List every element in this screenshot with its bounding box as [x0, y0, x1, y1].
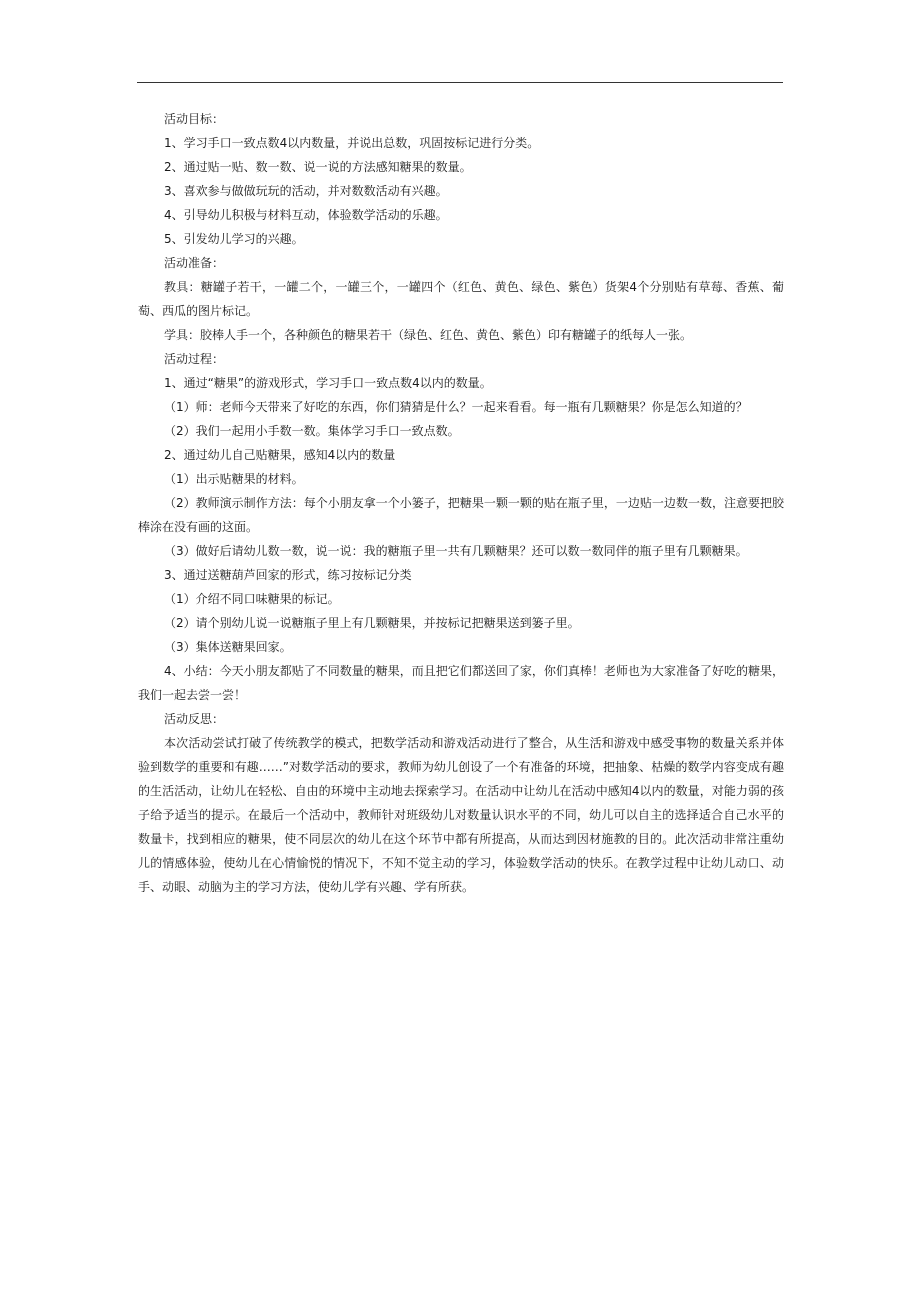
prep-teacher: 教具：糖罐子若干，一罐二个，一罐三个，一罐四个（红色、黄色、绿色、紫色）货架4个分别贴有草莓、香蕉、葡萄、西瓜的图片标记。: [138, 280, 784, 318]
step-item: （1）师：老师今天带来了好吃的东西，你们猜猜是什么？一起来看看。每一瓶有几颗糖果？你是怎么知道的？: [164, 400, 748, 414]
step2-title: 2、通过幼儿自己贴糖果，感知4以内的数量: [164, 448, 396, 462]
document-body: [138, 107, 784, 899]
step-item: （1）介绍不同口味糖果的标记。: [164, 592, 340, 606]
reflection-paragraph: 本次活动尝试打破了传统教学的模式，把数学活动和游戏活动进行了整合，从生活和游戏中感受事物的数量关系并体验到数学的重要和有趣……”对数学活动的要求，教师为幼儿创设了一个有准备的环境，把抽象、枯燥的数学内容变成有趣的生活活动，让幼儿在轻松、自由的环境中主动地去探索学习。在活动中让幼儿在活动中感知4以内的数量，对能力弱的孩子给予适当的提示。在最后一个活动中，教师针对班级幼儿对数量认识水平的不同，幼儿可以自主的选择适合自己水平的数量卡，找到相应的糖果，使不同层次的幼儿在这个环节中都有所提高，从而达到因材施教的目的。此次活动非常注重幼儿的情感体验，使幼儿在心情愉悦的情况下，不知不觉主动的学习，体验数学活动的快乐。在教学过程中让幼儿动口、动手、动眼、动脑为主的学习方法，使幼儿学有兴趣、学有所获。: [138, 736, 784, 894]
step3-title: 3、通过送糖葫芦回家的形式，练习按标记分类: [164, 568, 412, 582]
step-item: （2）请个别幼儿说一说糖瓶子里上有几颗糖果，并按标记把糖果送到篓子里。: [164, 616, 580, 630]
goal-item: 5、引发幼儿学习的兴趣。: [164, 232, 304, 246]
goal-item: 1、学习手口一致点数4以内数量，并说出总数，巩固按标记进行分类。: [164, 136, 540, 150]
step4-summary: 4、小结：今天小朋友都贴了不同数量的糖果，而且把它们都送回了家，你们真棒！老师也为大家准备了好吃的糖果，我们一起去尝一尝！: [138, 664, 784, 702]
goal-item: 2、通过贴一贴、数一数、说一说的方法感知糖果的数量。: [164, 160, 472, 174]
step-item: （2）我们一起用小手数一数。集体学习手口一致点数。: [164, 424, 460, 438]
reflection-heading: 活动反思：: [164, 712, 225, 726]
goal-item: 4、引导幼儿积极与材料互动，体验数学活动的乐趣。: [164, 208, 448, 222]
process-heading: 活动过程：: [164, 352, 225, 366]
step-item: （3）做好后请幼儿数一数，说一说：我的糖瓶子里一共有几颗糖果？还可以数一数同伴的瓶子里有几颗糖果。: [164, 544, 748, 558]
goal-item: 3、喜欢参与做做玩玩的活动，并对数数活动有兴趣。: [164, 184, 448, 198]
header-rule: [137, 82, 783, 83]
step-item: （2）教师演示制作方法：每个小朋友拿一个小篓子，把糖果一颗一颗的贴在瓶子里，一边贴一边数一数，注意要把胶棒涂在没有画的这面。: [138, 496, 784, 534]
prep-student: 学具：胶棒人手一个，各种颜色的糖果若干（绿色、红色、黄色、紫色）印有糖罐子的纸每人一张。: [164, 328, 693, 342]
goals-heading: 活动目标：: [164, 112, 225, 126]
step-item: （3）集体送糖果回家。: [164, 640, 292, 654]
step-item: （1）出示贴糖果的材料。: [164, 472, 304, 486]
prep-heading: 活动准备：: [164, 256, 225, 270]
step1-title: 1、通过“糖果”的游戏形式，学习手口一致点数4以内的数量。: [164, 376, 492, 390]
